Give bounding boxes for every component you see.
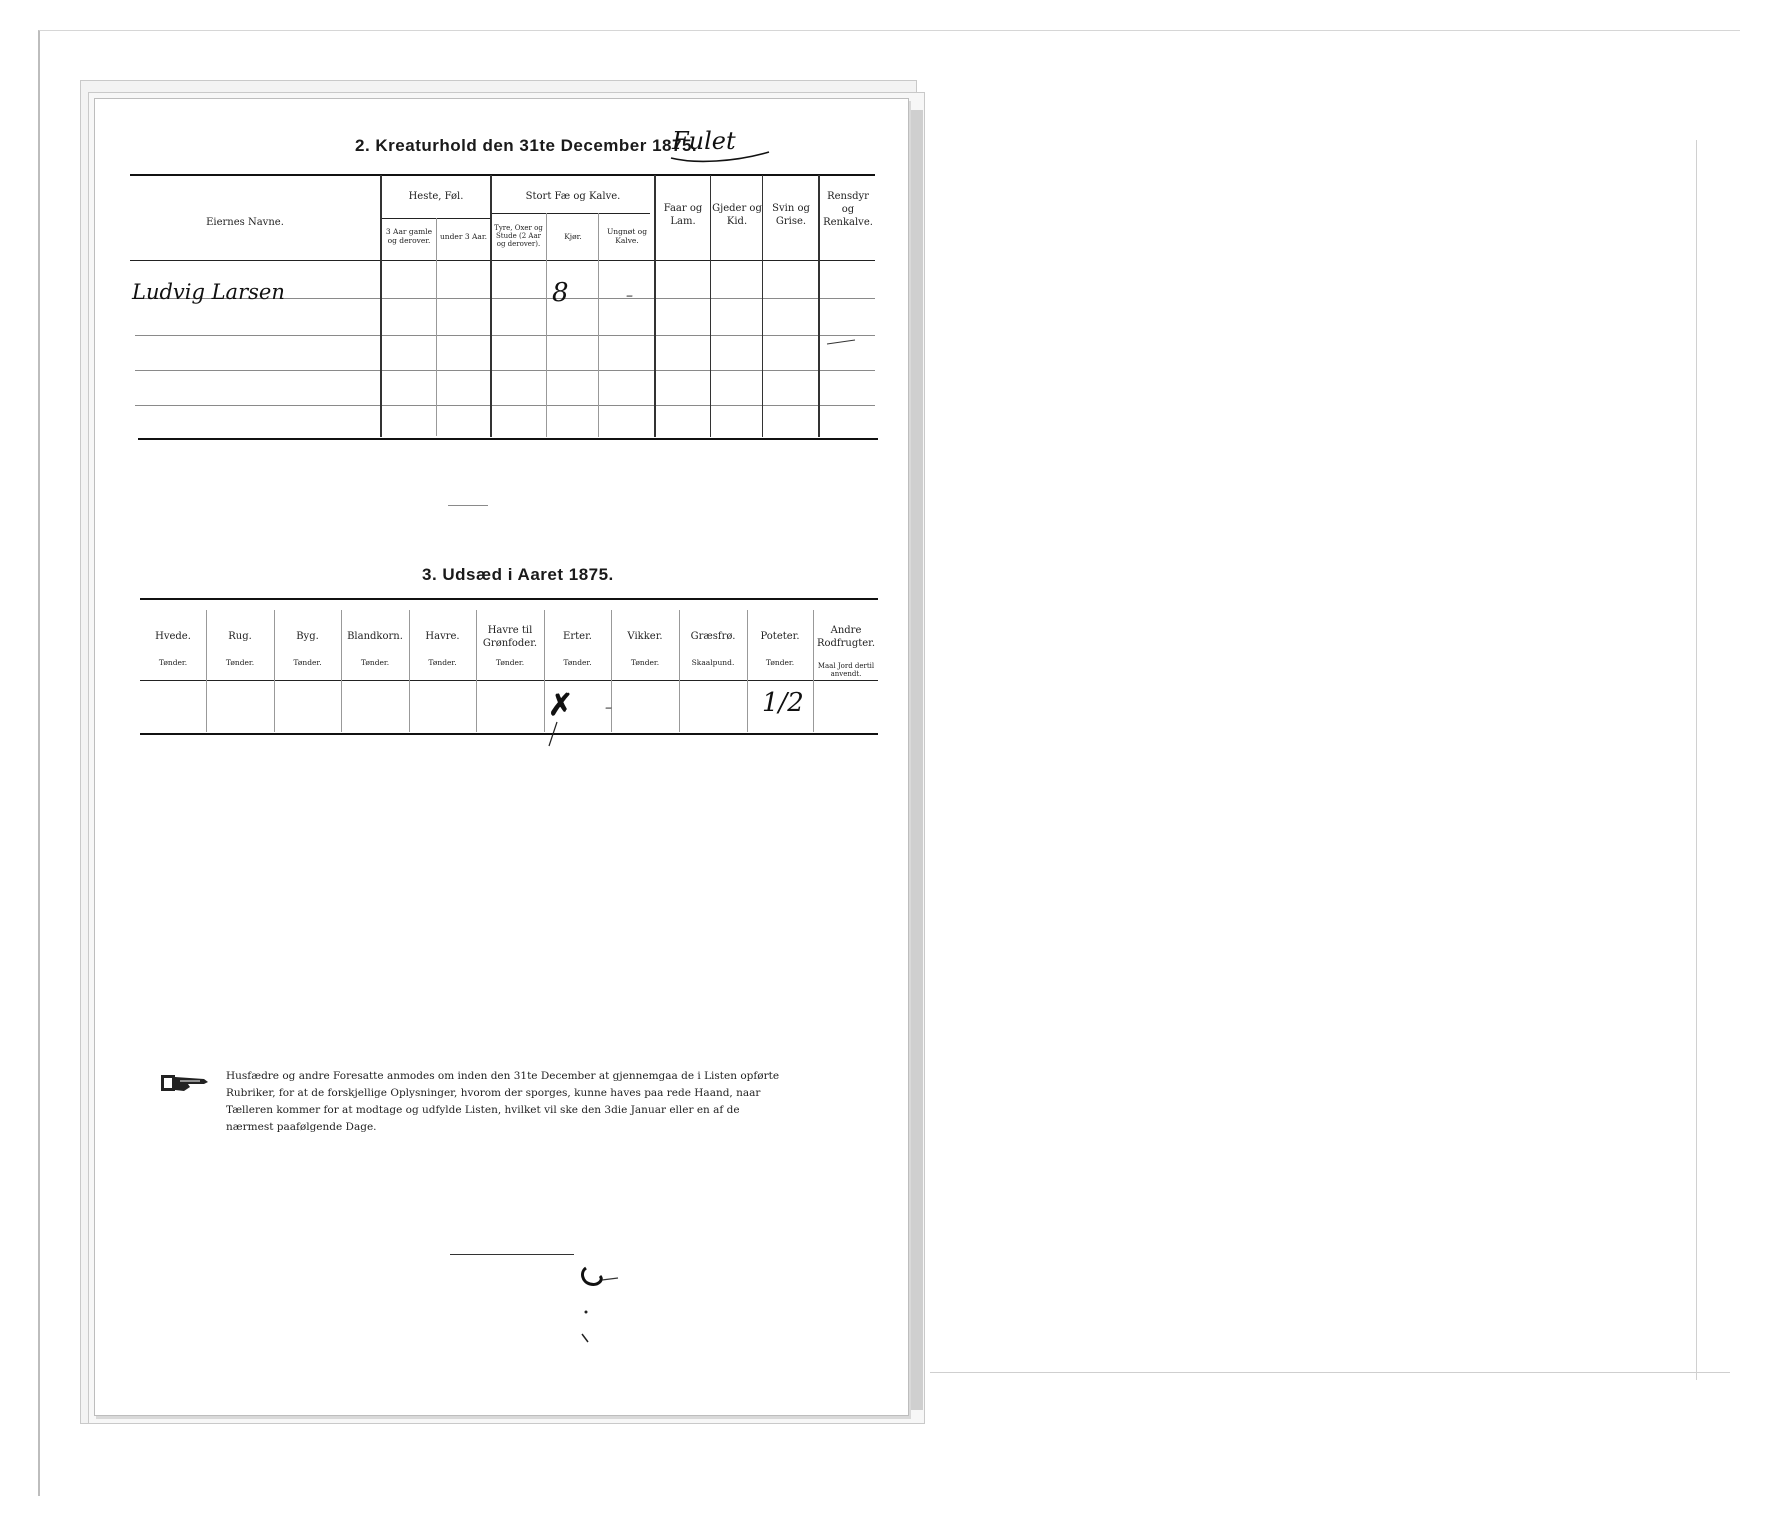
seed-header-name: Blandkorn.: [347, 631, 403, 642]
erter-mark: ✗: [548, 688, 574, 723]
seed-table-bottom-rule: [140, 733, 878, 735]
instructions-notice: [226, 1068, 851, 1136]
divider-mark: [448, 505, 488, 506]
notice-line: nærmest paafølgende Dage.: [226, 1121, 377, 1133]
cell-dash: –: [605, 700, 612, 716]
seed-header-name: Hvede.: [155, 631, 191, 642]
row-rule: [135, 370, 875, 371]
table-bottom-rule: [138, 438, 878, 440]
header-cattle: Stort Fæ og Kalve.: [525, 191, 621, 202]
handwritten-annotation: Fulet: [672, 127, 736, 155]
cows-count: 8: [552, 278, 569, 308]
column-divider: [490, 175, 492, 437]
ink-stroke: [545, 720, 565, 750]
scan-edge: [1696, 140, 1697, 1380]
column-divider: [598, 213, 599, 437]
column-divider: [762, 175, 763, 437]
row-rule: [135, 405, 875, 406]
seed-header-name: Havre.: [425, 631, 460, 642]
seed-header-name: Vikker.: [627, 631, 663, 642]
header-cattle-young: Ungnøt og Kalve.: [606, 227, 647, 245]
seed-header-unit: Maal Jord dertil anvendt.: [817, 662, 875, 678]
header-cattle-cows: Kjør.: [564, 232, 582, 241]
seed-column-divider: [544, 610, 545, 732]
seed-header-unit: Tønder.: [225, 658, 255, 667]
row-rule: [135, 335, 875, 336]
notice-line: Husfædre og andre Foresatte anmodes om inden den 31te December at gjennemgaa de i Listen opførte: [226, 1070, 780, 1082]
seed-header-name: Rug.: [228, 631, 252, 642]
seed-header-bottom-rule: [140, 680, 878, 681]
seed-section-title: 3. Udsæd i Aaret 1875.: [422, 565, 614, 584]
header-horses-young: under 3 Aar.: [439, 232, 488, 241]
header-reindeer: Rensdyr og Renkalve.: [823, 191, 873, 228]
seed-header-name: Poteter.: [760, 631, 800, 642]
header-pigs: Svin og Grise.: [772, 203, 810, 227]
header-sheep: Faar og Lam.: [663, 203, 703, 227]
seed-header-name: Græsfrø.: [690, 631, 736, 642]
ink-blot: [578, 1258, 638, 1348]
seed-header-unit: Tønder.: [563, 658, 592, 667]
seed-column-divider: [747, 610, 748, 732]
seed-header-unit: Tønder.: [630, 658, 660, 667]
pointing-hand-icon: [160, 1071, 210, 1095]
seed-column-divider: [409, 610, 410, 732]
seed-column-divider: [274, 610, 275, 732]
column-divider: [546, 213, 547, 437]
column-divider: [710, 175, 711, 437]
seed-header-unit: Tønder.: [765, 658, 795, 667]
seed-header-name: Andre Rodfrugter.: [816, 625, 876, 649]
scan-edge: [930, 1372, 1730, 1373]
notice-line: Tælleren kommer for at modtage og udfylde Listen, hvilket vil ske den 3die Januar eller en af de: [226, 1104, 740, 1116]
table-top-rule: [130, 174, 875, 176]
seed-table-top-rule: [140, 598, 878, 600]
header-horses-old: 3 Aar gamle og derover.: [385, 227, 433, 245]
notice-line: Rubriker, for at de forskjellige Oplysninger, hvorom der sporges, kunne haves paa rede Haand, naar: [226, 1087, 761, 1099]
header-owner: Eiernes Navne.: [206, 217, 284, 228]
owner-name: Ludvig Larsen: [132, 280, 285, 304]
poteter-value: 1/2: [762, 688, 804, 718]
cattle-subheader-rule: [490, 213, 650, 214]
seed-header-unit: Tønder.: [360, 658, 390, 667]
seed-header-name: Erter.: [563, 631, 592, 642]
cell-dash: –: [626, 288, 633, 304]
header-cattle-bulls: Tyre, Oxer og Stude (2 Aar og derover).: [494, 224, 543, 248]
livestock-section-title: 2. Kreaturhold den 31te December 1875.: [355, 136, 698, 155]
column-divider: [380, 175, 382, 437]
signature-rule: [450, 1254, 574, 1255]
header-goats: Gjeder og Kid.: [712, 203, 762, 227]
seed-column-divider: [341, 610, 342, 732]
seed-header-unit: Tønder.: [158, 658, 188, 667]
header-bottom-rule: [130, 260, 875, 261]
header-horses: Heste, Føl.: [408, 191, 464, 202]
seed-header-unit: Tønder.: [293, 658, 322, 667]
seed-header-name: Byg.: [296, 631, 319, 642]
seed-header-unit: Skaalpund.: [691, 658, 735, 667]
column-divider: [436, 218, 437, 436]
annotation-underline: [665, 128, 775, 166]
seed-header-unit: Tønder.: [428, 658, 457, 667]
seed-column-divider: [206, 610, 207, 732]
seed-column-divider: [679, 610, 680, 732]
seed-header-name: Havre til Grønfoder.: [482, 625, 538, 649]
horse-subheader-rule: [380, 218, 490, 219]
stray-mark: [825, 336, 865, 348]
seed-header-unit: Tønder.: [495, 658, 525, 667]
